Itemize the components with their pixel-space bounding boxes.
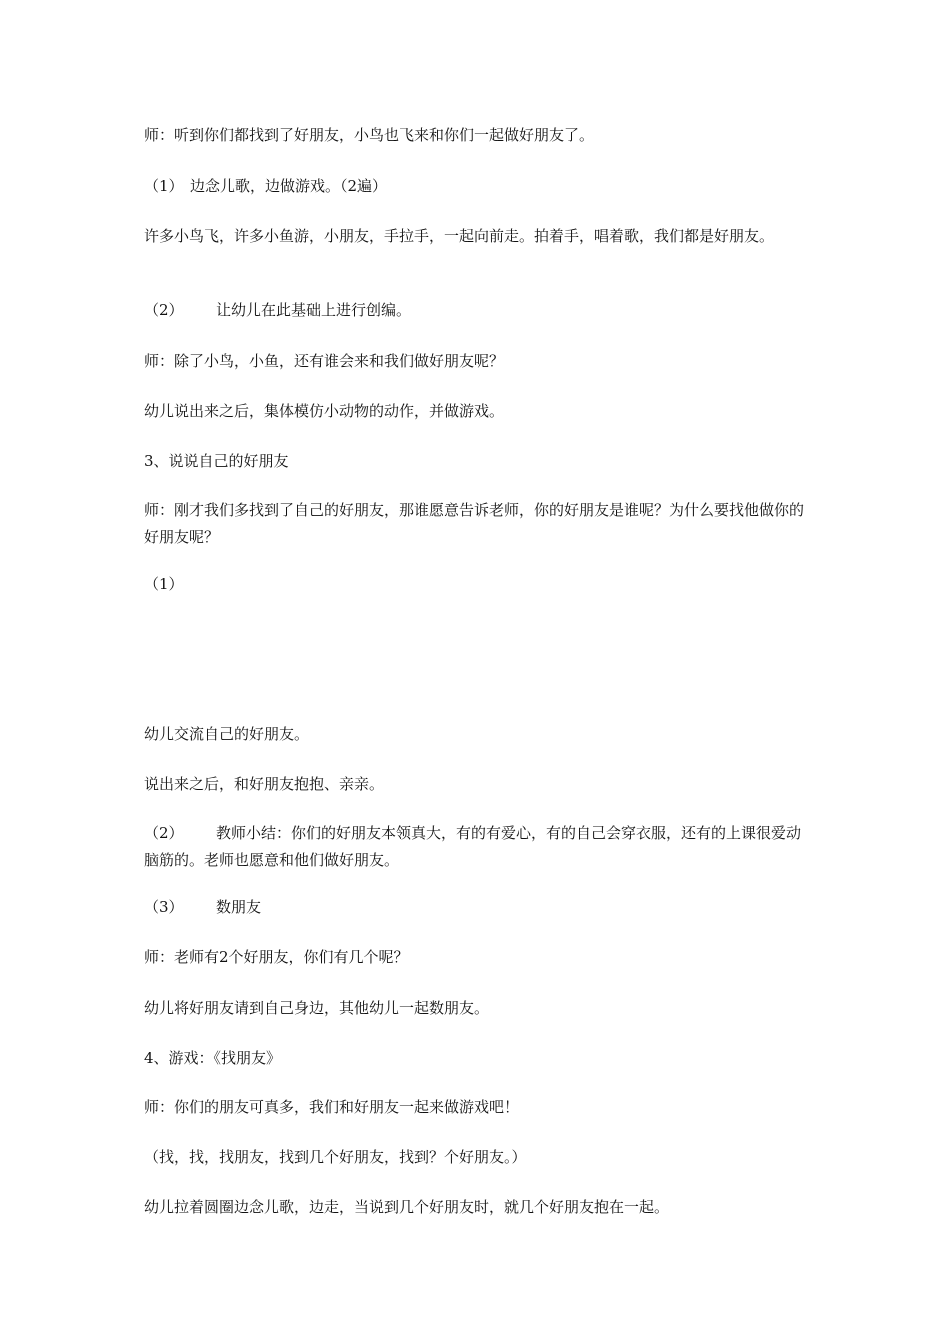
section-heading-4: [144, 1045, 810, 1072]
paragraph-children-share: [144, 721, 810, 748]
paragraph-text: 师：老师有2个好朋友，你们有几个呢？: [144, 948, 409, 966]
paragraph-text: 让幼儿在此基础上进行创编。: [216, 301, 412, 319]
paragraph-children-imitate: [144, 398, 810, 425]
paragraph-text: 幼儿说出来之后，集体模仿小动物的动作，并做游戏。: [144, 402, 505, 420]
paragraph-teacher-question: [144, 348, 810, 375]
paragraph-text: 许多小鸟飞，许多小鱼游，小朋友，手拉手，一起向前走。拍着手，唱着歌，我们都是好朋友。: [144, 227, 775, 245]
paragraph-teacher-game: [144, 1094, 810, 1121]
paragraph-text: 幼儿交流自己的好朋友。: [144, 725, 310, 743]
paragraph-text: 3、说说自己的好朋友: [144, 452, 289, 470]
paragraph-text: 师：你们的朋友可真多，我们和好朋友一起来做游戏吧！: [144, 1098, 520, 1116]
paragraph-children-count: [144, 995, 810, 1022]
paragraph-nursery-rhyme: [144, 223, 810, 250]
paragraph-children-circle: [144, 1194, 810, 1221]
paragraph-text: （找，找，找朋友，找到几个好朋友，找到？个好朋友。）: [144, 1148, 527, 1166]
list-number-standalone: [144, 571, 810, 598]
paragraph-step-3: [144, 894, 810, 921]
paragraph-text: 幼儿将好朋友请到自己身边，其他幼儿一起数朋友。: [144, 999, 490, 1017]
paragraph-hug: [144, 771, 810, 798]
list-number: （2）: [144, 301, 184, 319]
list-number: （2）: [144, 824, 184, 842]
paragraph-text: （1）: [144, 575, 184, 593]
paragraph-text: 说出来之后，和好朋友抱抱、亲亲。: [144, 775, 385, 793]
paragraph-text: 教师小结：你们的好朋友本领真大，有的有爱心，有的自己会穿衣服，还有的上课很爱动脑筋的。老师也愿意和他们做好朋友。: [144, 824, 802, 869]
list-number: （3）: [144, 898, 184, 916]
list-number: （1）: [144, 177, 184, 195]
paragraph-step-2: [144, 297, 810, 324]
paragraph-teacher-intro: [144, 122, 810, 149]
paragraph-song-lyrics: [144, 1144, 810, 1171]
paragraph-text: 师：除了小鸟，小鱼，还有谁会来和我们做好朋友呢？: [144, 352, 505, 370]
section-heading-3: [144, 448, 810, 475]
paragraph-teacher-ask: [144, 497, 810, 551]
paragraph-teacher-count: [144, 944, 810, 971]
paragraph-text: 边念儿歌，边做游戏。（2遍）: [190, 177, 388, 195]
paragraph-teacher-summary: [144, 820, 810, 874]
paragraph-text: 数朋友: [216, 898, 262, 916]
paragraph-text: 幼儿拉着圆圈边念儿歌，边走，当说到几个好朋友时，就几个好朋友抱在一起。: [144, 1198, 670, 1216]
paragraph-step-1: [144, 173, 810, 200]
paragraph-text: 师：听到你们都找到了好朋友，小鸟也飞来和你们一起做好朋友了。: [144, 126, 595, 144]
paragraph-text: 师：刚才我们多找到了自己的好朋友，那谁愿意告诉老师，你的好朋友是谁呢？为什么要找他做你的好朋友呢？: [144, 501, 805, 546]
paragraph-text: 4、游戏：《找朋友》: [144, 1049, 282, 1067]
